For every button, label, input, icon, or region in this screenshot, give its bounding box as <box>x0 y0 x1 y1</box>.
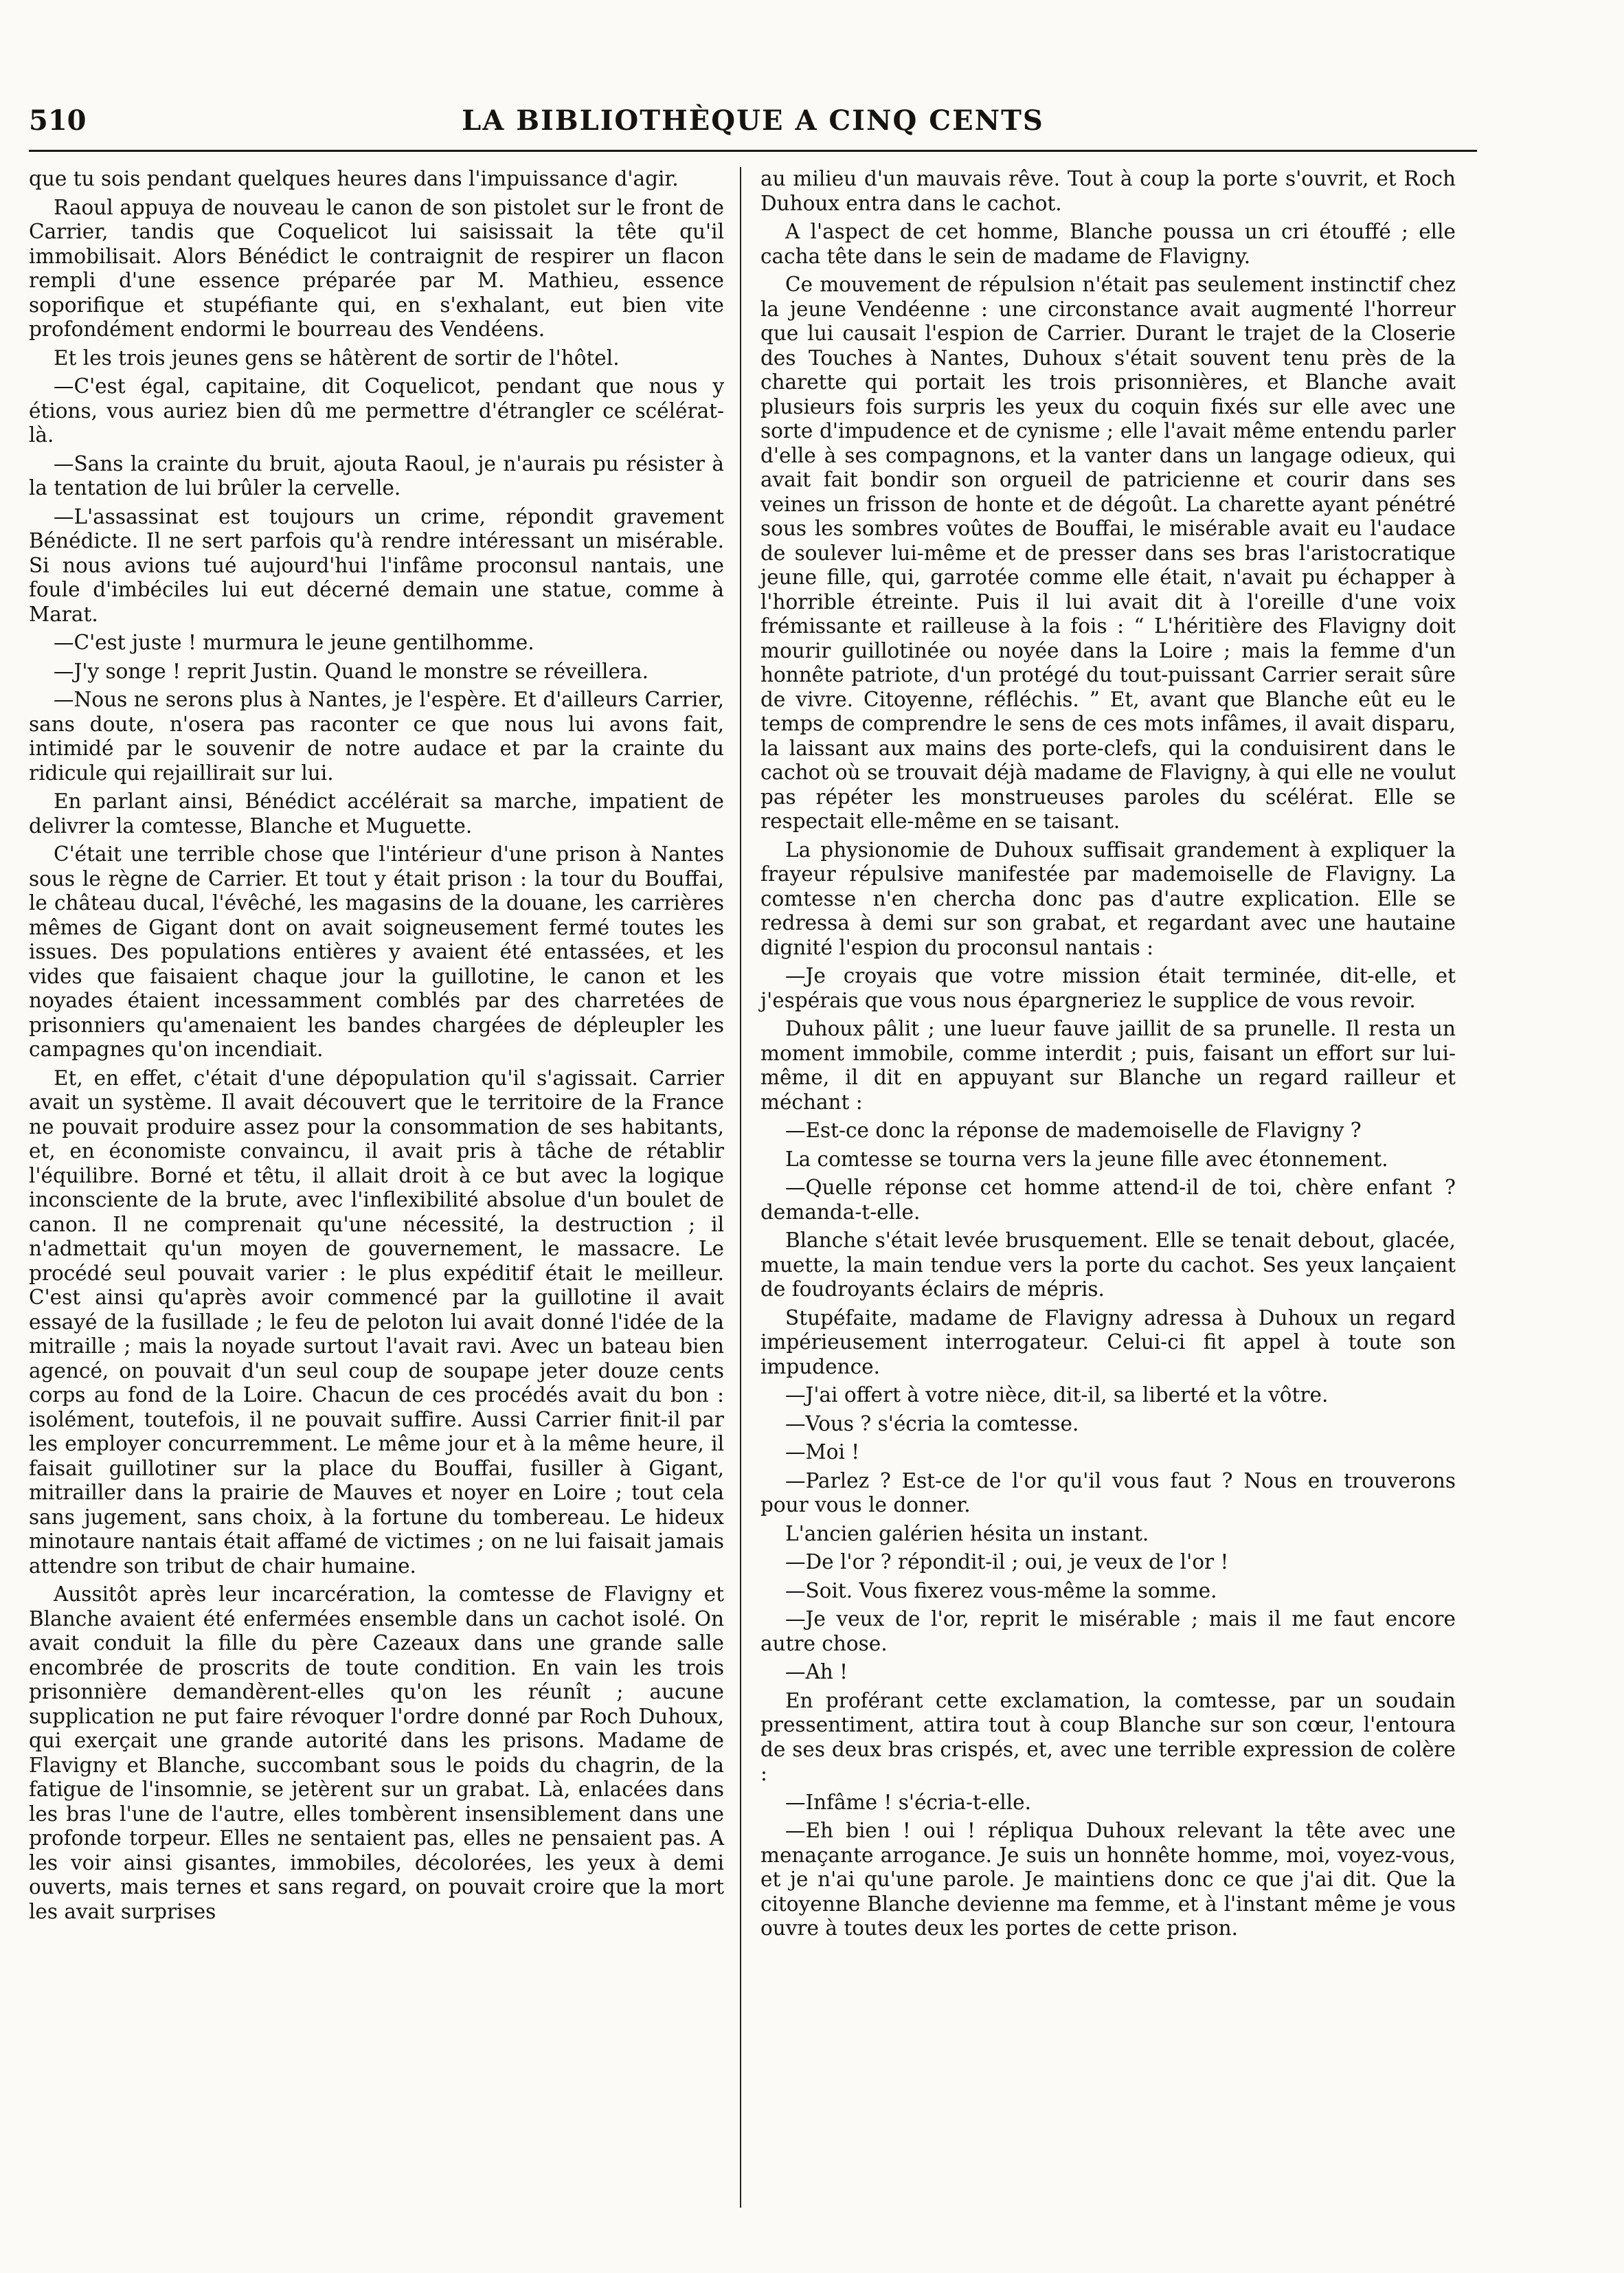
paragraph: —J'y songe ! reprit Justin. Quand le monstre se réveillera. <box>54 659 649 683</box>
paragraph: —Sans la crainte du bruit, ajouta Raoul, je n'aurais pu résister à la tentation de lui brûler la cervelle. <box>29 451 724 500</box>
paragraph: —C'est juste ! murmura le jeune gentilhomme. <box>54 631 534 654</box>
paragraph: En proférant cette exclamation, la comtesse, par un soudain pressentiment, attira tout à coup Blanche sur son cœur, l'entoura de ses deux bras crispés, et, avec une terrible expression de colère : <box>760 1688 1456 1785</box>
right-column <box>760 167 1456 1945</box>
paragraph: Et les trois jeunes gens se hâtèrent de sortir de l'hôtel. <box>54 346 620 370</box>
page-number: 510 <box>29 104 87 137</box>
paragraph: —L'assassinat est toujours un crime, répondit gravement Bénédicte. Il ne sert parfois qu'à rendre intéressant un misérable. Si nous avions tué aujourd'hui l'infâme proconsul nantais, une foule d'imbéciles lui eut décerné demain une statue, comme à Marat. <box>29 504 724 626</box>
paragraph: —Je croyais que votre mission était terminée, dit-elle, et j'espérais que vous nous épargneriez le supplice de vous revoir. <box>760 964 1456 1012</box>
paragraph: —Quelle réponse cet homme attend-il de toi, chère enfant ? demanda-t-elle. <box>760 1176 1456 1224</box>
paragraph: Blanche s'était levée brusquement. Elle se tenait debout, glacée, muette, la main tendue vers la porte du cachot. Ses yeux lançaient de foudroyants éclairs de mépris. <box>760 1229 1456 1301</box>
paragraph: La physionomie de Duhoux suffisait grandement à expliquer la frayeur répulsive manifestée par mademoiselle de Flavigny. La comtesse n'en chercha donc pas d'autre explication. Elle se redressa à demi sur son grabat, et regardant avec une hautaine dignité l'espion du proconsul nantais : <box>760 838 1456 959</box>
paragraph: —C'est égal, capitaine, dit Coquelicot, pendant que nous y étions, vous auriez bien dû me permettre d'étrangler ce scélérat-là. <box>29 374 724 447</box>
paragraph: —Soit. Vous fixerez vous-même la somme. <box>785 1578 1217 1602</box>
paragraph: —Je veux de l'or, reprit le misérable ; mais il me faut encore autre chose. <box>760 1607 1456 1655</box>
running-header <box>29 100 1477 152</box>
paragraph: Raoul appuya de nouveau le canon de son pistolet sur le front de Carrier, tandis que Coquelicot lui saisissait la tête qu'il immobilisait. Alors Bénédict le contraignit de respirer un flacon rempli d'une essence préparée par M. Mathieu, essence soporifique et stupéfiante qui, en s'exhalant, eut bien vite profondément endormi le bourreau des Vendéens. <box>29 195 724 341</box>
column-divider <box>740 167 741 2208</box>
paragraph: La comtesse se tourna vers la jeune fille avec étonnement. <box>785 1147 1388 1171</box>
paragraph: A l'aspect de cet homme, Blanche poussa un cri étouffé ; elle cacha tête dans le sein de madame de Flavigny. <box>760 220 1456 268</box>
running-title: LA BIBLIOTHÈQUE A CINQ CENTS <box>462 104 1044 137</box>
paragraph: —Est-ce donc la réponse de mademoiselle de Flavigny ? <box>785 1119 1362 1142</box>
paragraph: En parlant ainsi, Bénédict accélérait sa marche, impatient de delivrer la comtesse, Blanche et Muguette. <box>29 790 724 838</box>
paragraph: Aussitôt après leur incarcération, la comtesse de Flavigny et Blanche avaient été enfermées ensemble dans un cachot isolé. On avait conduit la fille du père Cazeaux dans une grande salle encombrée de proscrits de toute condition. En vain les trois prisonnière demandèrent-elles qu'on les réunît ; aucune supplication ne put faire révoquer l'ordre donné par Roch Duhoux, qui exerçait une grande autorité dans les prisons. Madame de Flavigny et Blanche, succombant sous le poids du chagrin, de la fatigue de l'insomnie, se jetèrent sur un grabat. Là, enlacées dans les bras l'une de l'autre, elles tombèrent insensiblement dans une profonde torpeur. Elles ne sentaient pas, elles ne pensaient pas. A les voir ainsi gisantes, immobiles, décolorées, les yeux à demi ouverts, mais ternes et sans regard, on pouvait croire que la mort les avait surprises <box>29 1582 724 1923</box>
paragraph: —Moi ! <box>785 1440 860 1464</box>
paragraph: Duhoux pâlit ; une lueur fauve jaillit de sa prunelle. Il resta un moment immobile, comme interdit ; puis, faisant un effort sur lui-même, il dit en appuyant sur Blanche un regard railleur et méchant : <box>760 1017 1456 1114</box>
paragraph: que tu sois pendant quelques heures dans l'impuissance d'agir. <box>29 167 679 190</box>
paragraph: —Vous ? s'écria la comtesse. <box>785 1411 1079 1435</box>
paragraph: —Infâme ! s'écria-t-elle. <box>785 1790 1032 1814</box>
paragraph: —Eh bien ! oui ! répliqua Duhoux relevant la tête avec une menaçante arrogance. Je suis un honnête homme, moi, voyez-vous, et je n'ai qu'une parole. Je maintiens donc ce que j'ai dit. Que la citoyenne Blanche devienne ma femme, et à l'instant même je vous ouvre à toutes deux les portes de cette prison. <box>760 1819 1456 1940</box>
paragraph: C'était une terrible chose que l'intérieur d'une prison à Nantes sous le règne de Carrier. Et tout y était prison : la tour du Bouffai, le château ducal, l'évêché, les magasins de la douane, les carrières mêmes de Gigant dont on avait soigneusement fermé toutes les issues. Des populations entières y avaient été entassées, et les vides que faisaient chaque jour la guillotine, le canon et les noyades étaient incessamment comblés par des charretées de prisonniers qu'amenaient les bandes chargées de dépleupler les campagnes qu'on incendiait. <box>29 842 724 1061</box>
paragraph: Stupéfaite, madame de Flavigny adressa à Duhoux un regard impérieusement interrogateur. Celui-ci fit appel à toute son impudence. <box>760 1306 1456 1378</box>
paragraph: —Nous ne serons plus à Nantes, je l'espère. Et d'ailleurs Carrier, sans doute, n'osera pas raconter ce que nous lui avons fait, intimidé par le souvenir de notre audace et par la crainte du ridicule qui rejaillirait sur lui. <box>29 688 724 785</box>
paragraph: au milieu d'un mauvais rêve. Tout à coup la porte s'ouvrit, et Roch Duhoux entra dans le cachot. <box>760 167 1456 215</box>
paragraph: L'ancien galérien hésita un instant. <box>785 1521 1149 1545</box>
paragraph: —De l'or ? répondit-il ; oui, je veux de l'or ! <box>785 1550 1229 1574</box>
paragraph: —Parlez ? Est-ce de l'or qu'il vous faut ? Nous en trouverons pour vous le donner. <box>760 1468 1456 1516</box>
left-column <box>29 167 724 1928</box>
paragraph: Ce mouvement de répulsion n'était pas seulement instinctif chez la jeune Vendéenne : une circonstance avait augmenté l'horreur que lui causait l'espion de Carrier. Durant le trajet de la Closerie des Touches à Nantes, Duhoux s'était souvent tenu près de la charette qui portait les trois prisonnières, et Blanche avait plusieurs fois surpris les yeux du coquin fixés sur elle avec une sorte d'impudence et de cynisme ; elle l'avait même entendu parler d'elle à ses compagnons, et la vanter dans un langage odieux, qui avait fait bondir son orgueil de patricienne et courir dans ses veines un frisson de honte et de dégoût. La charette ayant pénétré sous les sombres voûtes de Bouffai, le misérable avait eu l'audace de soulever lui-même et de presser dans ses bras l'aristocratique jeune fille, qui, garrotée comme elle était, n'avait pu échapper à l'horrible étreinte. Puis il lui avait dit à l'oreille d'une voix frémissante et railleuse à la fois : “ L'héritière des Flavigny doit mourir guillotinée ou noyée dans la Loire ; mais la femme d'un honnête patriote, d'un protégé du tout-puissant Carrier serait sûre de vivre. Citoyenne, réfléchis. ” Et, avant que Blanche eût eu le temps de comprendre le sens de ces mots infâmes, il avait disparu, la laissant aux mains des porte-clefs, qui la conduisirent dans le cachot où se trouvait déjà madame de Flavigny, à qui elle ne voulut pas répéter les monstrueuses paroles du scélérat. Elle se respectait elle-même en se taisant. <box>760 273 1456 833</box>
paragraph: —J'ai offert à votre nièce, dit-il, sa liberté et la vôtre. <box>785 1383 1329 1407</box>
paragraph: Et, en effet, c'était d'une dépopulation qu'il s'agissait. Carrier avait un système. Il avait découvert que le territoire de la France ne pouvait produire assez pour la consommation de ses habitants, et, en économiste convaincu, il avait pris à tâche de rétablir l'équilibre. Borné et têtu, il allait droit à ce but avec la logique inconsciente de la brute, avec l'inflexibilité absolue d'un boulet de canon. Il ne comprenait qu'une nécessité, la destruction ; il n'admettait qu'un moyen de gouvernement, le massacre. Le procédé seul pouvait varier : le plus expéditif était le meilleur. C'est ainsi qu'après avoir commencé par la guillotine il avait essayé de la fusillade ; le feu de peloton lui avait donné l'idée de la mitraille ; mais la noyade surtout l'avait ravi. Avec un bateau bien agencé, on pouvait d'un seul coup de soupape jeter douze cents corps au fond de la Loire. Chacun de ces procédés avait du bon : isolément, toutefois, il ne pouvait suffire. Aussi Carrier finit-il par les employer concurremment. Le même jour et à la même heure, il faisait guillotiner sur la place du Bouffai, fusiller à Gigant, mitrailler dans la prairie de Mauves et noyer en Loire ; tout cela sans jugement, sans choix, à la fortune du tombereau. Le hideux minotaure nantais était affamé de victimes ; on ne lui faisait jamais attendre son tribut de chair humaine. <box>29 1066 724 1578</box>
paragraph: —Ah ! <box>785 1660 848 1683</box>
